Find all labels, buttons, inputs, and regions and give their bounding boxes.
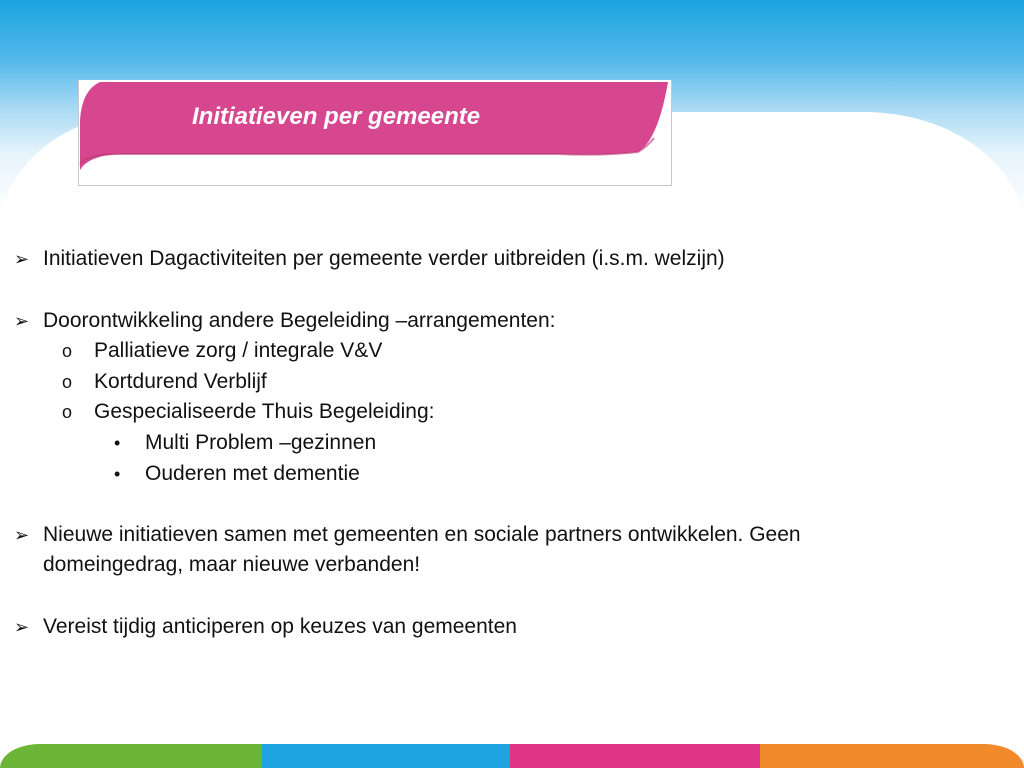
circle-bullet-icon: o [62, 372, 73, 392]
bar-orange [760, 744, 1024, 768]
bullet-text: Initiatieven Dagactiviteiten per gemeente verder uitbreiden (i.s.m. welzijn) [43, 247, 725, 270]
bullet-text-continuation: domeingedrag, maar nieuwe verbanden! [43, 553, 421, 576]
bar-green [0, 744, 262, 768]
dot-bullet-icon: • [114, 464, 121, 484]
arrow-bullet-icon: ➢ [14, 525, 30, 545]
sub-sub-bullet-text: Ouderen met dementie [145, 462, 360, 485]
bullet-text: Nieuwe initiatieven samen met gemeenten en sociale partners ontwikkelen. Geen [43, 523, 801, 546]
bar-pink [510, 744, 760, 768]
circle-bullet-icon: o [62, 341, 73, 361]
sub-bullet-text: Gespecialiseerde Thuis Begeleiding: [94, 400, 435, 423]
color-bar [0, 744, 1024, 768]
dot-bullet-icon: • [114, 433, 121, 453]
bar-blue [262, 744, 510, 768]
slide-title: Initiatieven per gemeente [192, 103, 481, 130]
circle-bullet-icon: o [62, 402, 73, 422]
bullet-text: Vereist tijdig anticiperen op keuzes van gemeenten [43, 615, 517, 638]
sub-bullet-text: Palliatieve zorg / integrale V&V [94, 339, 383, 362]
sub-sub-bullet-text: Multi Problem –gezinnen [145, 431, 377, 454]
arrow-bullet-icon: ➢ [14, 311, 30, 331]
arrow-bullet-icon: ➢ [14, 617, 30, 637]
arrow-bullet-icon: ➢ [14, 249, 30, 269]
sub-bullet-text: Kortdurend Verblijf [94, 370, 267, 393]
bullet-text: Doorontwikkeling andere Begeleiding –arrangementen: [43, 309, 556, 332]
